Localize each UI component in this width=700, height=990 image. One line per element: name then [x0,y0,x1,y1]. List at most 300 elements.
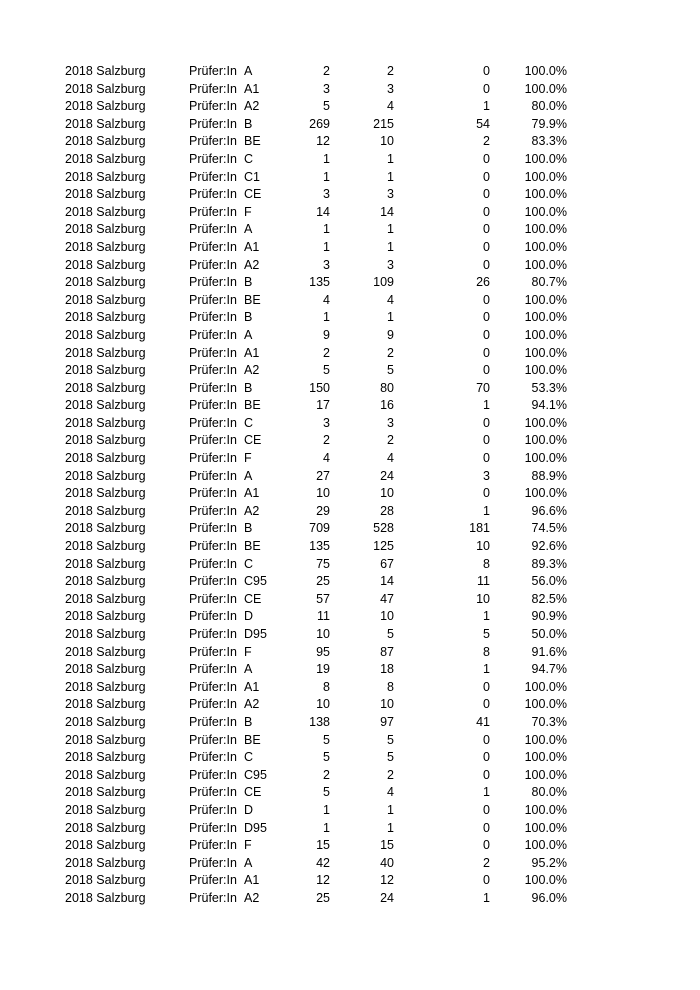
license-class-cell: C [244,151,254,166]
table-row [0,397,700,415]
passed-cell: 2 [387,433,394,448]
table-row [0,802,700,820]
pass-rate-cell: 91.6% [531,644,567,659]
pass-rate-cell: 100.0% [524,820,567,835]
total-cell: 3 [323,81,330,96]
pass-rate-cell: 100.0% [524,81,567,96]
table-row [0,679,700,697]
license-class-cell: C95 [244,574,267,589]
role-cell: Prüfer:In [189,697,237,712]
license-class-cell: D [244,802,254,817]
year-cell: 2018 Salzburg [65,81,146,96]
total-cell: 8 [323,679,330,694]
table-row [0,749,700,767]
total-cell: 4 [323,451,330,466]
license-class-cell: B [244,714,253,729]
role-cell: Prüfer:In [189,468,237,483]
year-cell: 2018 Salzburg [65,116,146,131]
pass-rate-cell: 100.0% [524,187,567,202]
license-class-cell: C [244,750,254,765]
total-cell: 5 [323,99,330,114]
year-cell: 2018 Salzburg [65,134,146,149]
role-cell: Prüfer:In [189,151,237,166]
total-cell: 1 [323,239,330,254]
failed-cell: 5 [483,627,490,641]
role-cell: Prüfer:In [189,627,237,641]
failed-cell: 0 [483,363,490,378]
role-cell: Prüfer:In [189,275,237,290]
role-cell: Prüfer:In [189,310,237,325]
pass-rate-cell: 100.0% [524,873,567,888]
failed-cell: 0 [483,345,490,360]
license-class-cell: B [244,116,253,131]
passed-cell: 47 [380,591,394,606]
role-cell: Prüfer:In [189,556,237,571]
total-cell: 5 [323,750,330,765]
failed-cell: 1 [483,99,490,114]
passed-cell: 24 [380,890,394,905]
passed-cell: 4 [387,451,394,466]
year-cell: 2018 Salzburg [65,627,146,641]
table-row [0,820,700,838]
role-cell: Prüfer:In [189,767,237,782]
pass-rate-cell: 100.0% [524,732,567,747]
failed-cell: 10 [476,539,490,554]
total-cell: 9 [323,327,330,342]
license-class-cell: A2 [244,503,260,518]
year-cell: 2018 Salzburg [65,503,146,518]
year-cell: 2018 Salzburg [65,415,146,430]
year-cell: 2018 Salzburg [65,222,146,237]
license-class-cell: BE [244,732,261,747]
total-cell: 25 [316,890,330,905]
role-cell: Prüfer:In [189,662,237,677]
passed-cell: 5 [387,732,394,747]
passed-cell: 14 [380,204,394,219]
table-row [0,116,700,134]
pass-rate-cell: 56.0% [531,574,567,589]
total-cell: 2 [323,767,330,782]
passed-cell: 1 [387,802,394,817]
pass-rate-cell: 82.5% [531,591,567,606]
year-cell: 2018 Salzburg [65,539,146,554]
year-cell: 2018 Salzburg [65,451,146,466]
passed-cell: 5 [387,627,394,641]
pass-rate-cell: 53.3% [531,380,567,395]
failed-cell: 0 [483,697,490,712]
passed-cell: 10 [380,609,394,624]
table-row [0,204,700,222]
failed-cell: 1 [483,503,490,518]
total-cell: 11 [317,609,330,624]
year-cell: 2018 Salzburg [65,855,146,870]
license-class-cell: A [244,662,253,677]
passed-cell: 9 [387,327,394,342]
failed-cell: 2 [483,855,490,870]
year-cell: 2018 Salzburg [65,732,146,747]
failed-cell: 0 [483,486,490,501]
passed-cell: 4 [387,785,394,800]
role-cell: Prüfer:In [189,890,237,905]
year-cell: 2018 Salzburg [65,468,146,483]
failed-cell: 0 [483,767,490,782]
failed-cell: 8 [483,644,490,659]
failed-cell: 70 [476,380,490,395]
table-row [0,732,700,750]
role-cell: Prüfer:In [189,363,237,378]
table-row [0,257,700,275]
role-cell: Prüfer:In [189,855,237,870]
failed-cell: 0 [483,327,490,342]
role-cell: Prüfer:In [189,239,237,254]
table-row [0,450,700,468]
passed-cell: 2 [387,345,394,360]
license-class-cell: BE [244,539,261,554]
license-class-cell: B [244,310,253,325]
role-cell: Prüfer:In [189,873,237,888]
pass-rate-cell: 94.7% [531,662,567,677]
passed-cell: 109 [373,275,394,290]
license-class-cell: A2 [244,890,260,905]
table-row [0,81,700,99]
role-cell: Prüfer:In [189,609,237,624]
year-cell: 2018 Salzburg [65,820,146,835]
passed-cell: 3 [387,415,394,430]
role-cell: Prüfer:In [189,327,237,342]
license-class-cell: A [244,222,253,237]
total-cell: 269 [309,116,330,131]
failed-cell: 0 [483,222,490,237]
total-cell: 19 [316,662,330,677]
total-cell: 2 [323,345,330,360]
pass-rate-cell: 100.0% [524,363,567,378]
pass-rate-cell: 79.9% [531,116,567,131]
total-cell: 1 [323,820,330,835]
total-cell: 135 [309,539,330,554]
year-cell: 2018 Salzburg [65,187,146,202]
year-cell: 2018 Salzburg [65,873,146,888]
role-cell: Prüfer:In [189,415,237,430]
table-row [0,837,700,855]
role-cell: Prüfer:In [189,81,237,96]
license-class-cell: A1 [244,873,260,888]
failed-cell: 0 [483,257,490,272]
failed-cell: 181 [469,521,490,536]
pass-rate-cell: 100.0% [524,151,567,166]
total-cell: 5 [323,732,330,747]
pass-rate-cell: 100.0% [524,169,567,184]
license-class-cell: A1 [244,679,260,694]
failed-cell: 0 [483,873,490,888]
total-cell: 12 [316,134,330,149]
license-class-cell: CE [244,433,262,448]
pass-rate-cell: 100.0% [524,204,567,219]
pass-rate-cell: 100.0% [524,415,567,430]
failed-cell: 1 [483,398,490,413]
table-row [0,714,700,732]
license-class-cell: F [244,451,252,466]
data-table [0,63,700,908]
pass-rate-cell: 88.9% [531,468,567,483]
total-cell: 138 [309,714,330,729]
passed-cell: 15 [380,838,394,853]
total-cell: 15 [316,838,330,853]
year-cell: 2018 Salzburg [65,292,146,307]
passed-cell: 8 [387,679,394,694]
passed-cell: 125 [373,539,394,554]
failed-cell: 1 [483,609,490,624]
role-cell: Prüfer:In [189,222,237,237]
passed-cell: 14 [380,574,394,589]
total-cell: 1 [323,222,330,237]
role-cell: Prüfer:In [189,345,237,360]
table-row [0,274,700,292]
total-cell: 14 [316,204,330,219]
role-cell: Prüfer:In [189,99,237,114]
total-cell: 5 [323,363,330,378]
table-row [0,151,700,169]
table-row [0,309,700,327]
table-row [0,468,700,486]
passed-cell: 1 [387,222,394,237]
role-cell: Prüfer:In [189,169,237,184]
failed-cell: 0 [483,64,490,78]
role-cell: Prüfer:In [189,257,237,272]
passed-cell: 10 [380,486,394,501]
total-cell: 1 [323,169,330,184]
passed-cell: 67 [380,556,394,571]
pass-rate-cell: 74.5% [531,521,567,536]
role-cell: Prüfer:In [189,486,237,501]
total-cell: 2 [323,433,330,448]
role-cell: Prüfer:In [189,714,237,729]
year-cell: 2018 Salzburg [65,99,146,114]
role-cell: Prüfer:In [189,116,237,131]
role-cell: Prüfer:In [189,591,237,606]
passed-cell: 215 [373,116,394,131]
pass-rate-cell: 89.3% [531,556,567,571]
role-cell: Prüfer:In [189,802,237,817]
year-cell: 2018 Salzburg [65,257,146,272]
table-row [0,169,700,187]
table-row [0,661,700,679]
passed-cell: 1 [387,820,394,835]
year-cell: 2018 Salzburg [65,204,146,219]
failed-cell: 2 [483,134,490,149]
failed-cell: 1 [483,890,490,905]
year-cell: 2018 Salzburg [65,838,146,853]
role-cell: Prüfer:In [189,398,237,413]
pass-rate-cell: 100.0% [524,327,567,342]
pass-rate-cell: 70.3% [531,714,567,729]
passed-cell: 40 [380,855,394,870]
year-cell: 2018 Salzburg [65,433,146,448]
total-cell: 3 [323,415,330,430]
license-class-cell: A2 [244,697,260,712]
year-cell: 2018 Salzburg [65,767,146,782]
table-row [0,63,700,81]
role-cell: Prüfer:In [189,644,237,659]
total-cell: 29 [316,503,330,518]
failed-cell: 1 [483,785,490,800]
table-row [0,485,700,503]
year-cell: 2018 Salzburg [65,556,146,571]
passed-cell: 1 [387,169,394,184]
passed-cell: 4 [387,292,394,307]
table-row [0,186,700,204]
total-cell: 2 [323,64,330,78]
total-cell: 1 [323,310,330,325]
license-class-cell: A2 [244,257,260,272]
year-cell: 2018 Salzburg [65,521,146,536]
license-class-cell: C1 [244,169,260,184]
pass-rate-cell: 95.2% [531,855,567,870]
role-cell: Prüfer:In [189,539,237,554]
failed-cell: 0 [483,679,490,694]
pass-rate-cell: 100.0% [524,750,567,765]
year-cell: 2018 Salzburg [65,644,146,659]
failed-cell: 26 [476,275,490,290]
pass-rate-cell: 80.0% [531,99,567,114]
table-row [0,380,700,398]
failed-cell: 0 [483,310,490,325]
license-class-cell: CE [244,785,262,800]
table-row [0,133,700,151]
license-class-cell: B [244,275,253,290]
year-cell: 2018 Salzburg [65,327,146,342]
passed-cell: 2 [387,64,394,78]
license-class-cell: A2 [244,99,260,114]
license-class-cell: CE [244,591,262,606]
role-cell: Prüfer:In [189,521,237,536]
table-row [0,556,700,574]
total-cell: 10 [316,627,330,641]
year-cell: 2018 Salzburg [65,662,146,677]
table-row [0,591,700,609]
table-row [0,415,700,433]
year-cell: 2018 Salzburg [65,679,146,694]
year-cell: 2018 Salzburg [65,310,146,325]
total-cell: 709 [309,521,330,536]
failed-cell: 0 [483,838,490,853]
year-cell: 2018 Salzburg [65,785,146,800]
table-row [0,608,700,626]
failed-cell: 0 [483,81,490,96]
passed-cell: 3 [387,187,394,202]
passed-cell: 2 [387,767,394,782]
role-cell: Prüfer:In [189,574,237,589]
role-cell: Prüfer:In [189,679,237,694]
table-row [0,221,700,239]
failed-cell: 41 [476,714,490,729]
passed-cell: 18 [380,662,394,677]
passed-cell: 16 [380,398,394,413]
pass-rate-cell: 100.0% [524,64,567,78]
failed-cell: 0 [483,451,490,466]
passed-cell: 1 [387,151,394,166]
total-cell: 1 [323,802,330,817]
pass-rate-cell: 100.0% [524,310,567,325]
year-cell: 2018 Salzburg [65,609,146,624]
failed-cell: 0 [483,750,490,765]
table-row [0,520,700,538]
total-cell: 10 [316,697,330,712]
license-class-cell: A1 [244,486,260,501]
pass-rate-cell: 100.0% [524,292,567,307]
license-class-cell: D95 [244,820,267,835]
failed-cell: 0 [483,239,490,254]
year-cell: 2018 Salzburg [65,591,146,606]
table-row [0,626,700,644]
role-cell: Prüfer:In [189,732,237,747]
failed-cell: 0 [483,802,490,817]
role-cell: Prüfer:In [189,204,237,219]
year-cell: 2018 Salzburg [65,398,146,413]
table-row [0,855,700,873]
table-row [0,538,700,556]
license-class-cell: BE [244,134,261,149]
license-class-cell: BE [244,398,261,413]
license-class-cell: A1 [244,81,260,96]
pass-rate-cell: 80.0% [531,785,567,800]
failed-cell: 0 [483,732,490,747]
failed-cell: 11 [477,574,490,589]
year-cell: 2018 Salzburg [65,890,146,905]
passed-cell: 4 [387,99,394,114]
year-cell: 2018 Salzburg [65,363,146,378]
role-cell: Prüfer:In [189,503,237,518]
license-class-cell: CE [244,187,262,202]
total-cell: 5 [323,785,330,800]
table-row [0,292,700,310]
total-cell: 95 [316,644,330,659]
table-row [0,573,700,591]
table-row [0,644,700,662]
table-row [0,784,700,802]
total-cell: 27 [316,468,330,483]
passed-cell: 10 [380,134,394,149]
total-cell: 1 [323,151,330,166]
table-row [0,327,700,345]
table-row [0,345,700,363]
role-cell: Prüfer:In [189,134,237,149]
failed-cell: 0 [483,415,490,430]
license-class-cell: A2 [244,363,260,378]
passed-cell: 28 [380,503,394,518]
license-class-cell: B [244,380,253,395]
passed-cell: 528 [373,521,394,536]
pass-rate-cell: 80.7% [531,275,567,290]
pass-rate-cell: 100.0% [524,451,567,466]
year-cell: 2018 Salzburg [65,486,146,501]
passed-cell: 3 [387,81,394,96]
pass-rate-cell: 100.0% [524,345,567,360]
license-class-cell: A [244,64,253,78]
table-row [0,239,700,257]
total-cell: 135 [309,275,330,290]
total-cell: 10 [316,486,330,501]
passed-cell: 10 [380,697,394,712]
license-class-cell: F [244,204,252,219]
total-cell: 150 [309,380,330,395]
failed-cell: 1 [483,662,490,677]
pass-rate-cell: 100.0% [524,239,567,254]
role-cell: Prüfer:In [189,292,237,307]
license-class-cell: B [244,521,253,536]
license-class-cell: D95 [244,627,267,641]
total-cell: 4 [323,292,330,307]
role-cell: Prüfer:In [189,820,237,835]
